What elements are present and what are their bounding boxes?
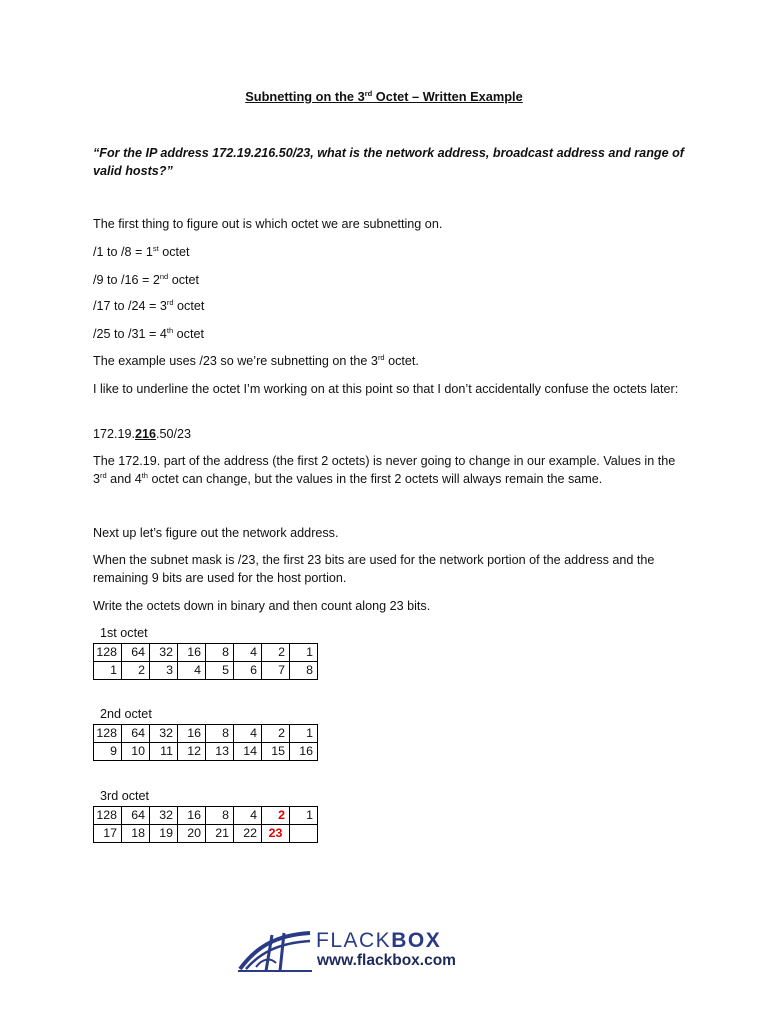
ip-address: 172.19.216.50/23 [93,427,192,441]
table-cell: 20 [178,825,206,843]
para-first-thing: The first thing to figure out is which octet we are subnetting on. [93,217,443,231]
para-next: Next up let’s figure out the network address. [93,526,339,540]
highlight-bit-23: 23 [262,825,290,843]
para-underline: I like to underline the octet I’m working on at this point so that I don’t accidentally confuse the octets later: [93,382,679,396]
table-cell: 128 [94,807,122,825]
table-row [94,662,318,680]
para-mask: When the subnet mask is /23, the first 23 bits are used for the network portion of the address and the remaining 9 bits are used for the host portion. [93,553,655,585]
para-change: The 172.19. part of the address (the first 2 octets) is never going to change in our example. Values in the 3rd and 4th octet can change, but the values in the first 2 octets will always remain the same. [93,454,676,486]
table-cell: 128 [94,644,122,662]
flackbox-logo [236,925,486,975]
table-cell: 14 [234,743,262,761]
table-cell: 32 [150,644,178,662]
table-cell: 1 [290,725,318,743]
table-cell: 2 [122,662,150,680]
table-cell: 8 [290,662,318,680]
table-cell: 32 [150,725,178,743]
table-cell: 22 [234,825,262,843]
octet-table-1 [93,643,318,680]
table-cell: 4 [234,807,262,825]
highlight-value-2: 2 [262,807,290,825]
table-cell: 5 [206,662,234,680]
table-cell: 4 [234,725,262,743]
table-cell: 18 [122,825,150,843]
bridge-logo-icon [236,927,314,973]
table-cell: 10 [122,743,150,761]
logo-url: www.flackbox.com [317,952,456,969]
table-cell: 21 [206,825,234,843]
para-example: The example uses /23 so we’re subnetting on the 3rd octet. [93,353,419,368]
octet-table-2 [93,724,318,761]
table-cell: 15 [262,743,290,761]
octet-label-3: 3rd octet [100,789,150,803]
table-cell: 16 [290,743,318,761]
table-cell: 8 [206,644,234,662]
table-cell: 1 [290,807,318,825]
rule-octet-4: /25 to /31 = 4th octet [93,326,204,341]
table-cell: 64 [122,725,150,743]
octet-table-3 [93,806,318,843]
table-row [94,725,318,743]
table-cell: 17 [94,825,122,843]
rule-octet-2: /9 to /16 = 2nd octet [93,272,200,287]
rule-octet-3: /17 to /24 = 3rd octet [93,298,205,313]
octet-label-1: 1st octet [100,626,148,640]
table-cell: 64 [122,644,150,662]
table-cell: 7 [262,662,290,680]
logo-name: FLACKBOX [316,929,442,952]
table-row [94,825,318,843]
underlined-octet: 216 [135,427,157,441]
table-cell: 13 [206,743,234,761]
table-cell: 16 [178,725,206,743]
table-cell: 2 [262,725,290,743]
rule-octet-1: /1 to /8 = 1st octet [93,244,190,259]
table-cell: 11 [150,743,178,761]
table-cell: 12 [178,743,206,761]
table-row [94,807,318,825]
table-cell: 128 [94,725,122,743]
question-text: “For the IP address 172.19.216.50/23, what is the network address, broadcast address and range of valid hosts?” [93,146,684,178]
table-cell: 16 [178,644,206,662]
table-cell: 1 [94,662,122,680]
table-cell: 6 [234,662,262,680]
table-cell: 64 [122,807,150,825]
table-cell [290,825,318,843]
table-cell: 4 [234,644,262,662]
table-cell: 32 [150,807,178,825]
page-title: Subnetting on the 3rd Octet – Written Example [245,89,523,104]
table-cell: 2 [262,644,290,662]
table-cell: 3 [150,662,178,680]
table-row [94,743,318,761]
table-cell: 19 [150,825,178,843]
octet-label-2: 2nd octet [100,707,152,721]
table-cell: 8 [206,807,234,825]
table-cell: 1 [290,644,318,662]
table-cell: 16 [178,807,206,825]
para-write: Write the octets down in binary and then count along 23 bits. [93,599,431,613]
table-row [94,644,318,662]
table-cell: 9 [94,743,122,761]
table-cell: 8 [206,725,234,743]
table-cell: 4 [178,662,206,680]
